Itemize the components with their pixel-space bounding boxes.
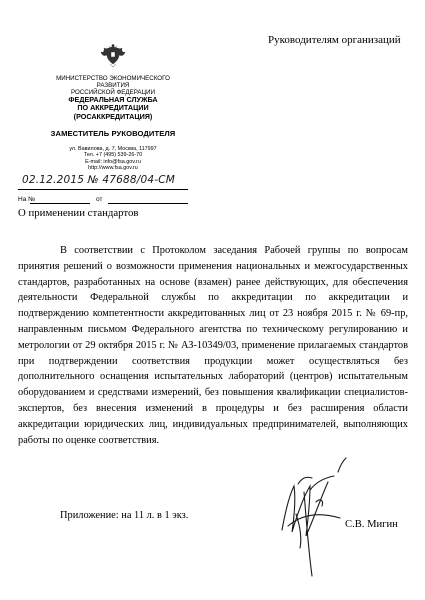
- service-name: ФЕДЕРАЛЬНАЯ СЛУЖБА ПО АККРЕДИТАЦИИ (РОСАККРЕДИТАЦИЯ): [68, 95, 158, 121]
- signer-name: С.В. Мигин: [345, 519, 398, 530]
- letter-body: [18, 243, 408, 448]
- deputy-head-title: ЗАМЕСТИТЕЛЬ РУКОВОДИТЕЛЯ: [50, 129, 176, 138]
- recipient: Руководителям организаций: [268, 34, 401, 46]
- subject: О применении стандартов: [18, 207, 139, 219]
- ref-number-label: На №: [18, 196, 36, 203]
- coat-of-arms-icon: [98, 40, 128, 70]
- ref-from-label: от: [96, 196, 103, 203]
- reference-line: [18, 195, 188, 207]
- contact-block: ул. Вавилова, д. 7, Москва, 117997 Тел. +7 (495) 539-26-70 E-mail: info@fsa.gov.ru http://www.fsa.gov.ru: [69, 146, 157, 172]
- attachment-note: Приложение: на 11 л. в 1 экз.: [60, 510, 189, 521]
- body-paragraph: В соответствии с Протоколом заседания Рабочей группы по вопросам принятия решений о возможности применения национальных и межгосударственных стандартов, разработанных на основе (взамен) ранее действующих, для обеспечения деятельности Федеральной службы по аккредитации по аккредитации и подтверждению компетентности аккредитованных лиц от 23 ноября 2015 г. № 69-пр, направленным письмом Федерального агентства по техническому регулированию и метрологии от 29 октября 2015 г. № АЗ-10349/03, применение прилагаемых стандартов при подтверждении соответствия продукции может осуществляться без дополнительного оснащения испытательных лабораторий (центров) испытательным оборудованием и средствами измерений, без повышения квалификации специалистов-экспертов, без внесения изменений в процедуры и без расширения области аккредитации юридических лиц, индивидуальных предпринимателей, выполняющих работы по оценке соответствия.: [18, 245, 408, 446]
- ministry-name: МИНИСТЕРСТВО ЭКОНОМИЧЕСКОГО РАЗВИТИЯ РОССИЙСКОЙ ФЕДЕРАЦИИ: [56, 75, 170, 97]
- registration-date-number: 02.12.2015 № 47688/04-СМ: [22, 174, 175, 186]
